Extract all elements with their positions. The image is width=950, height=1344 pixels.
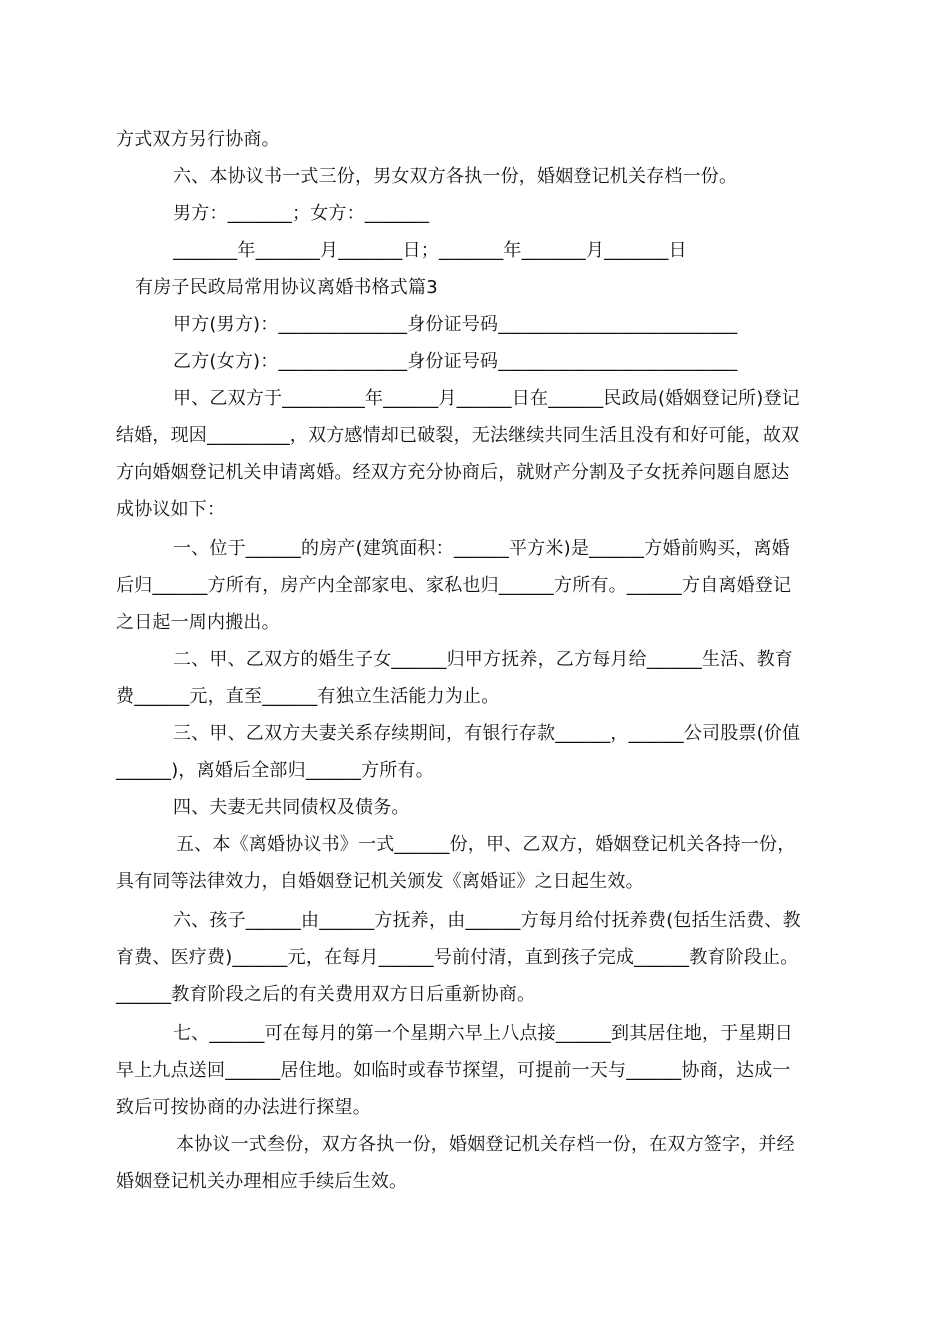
text-line: 费______元，直至______有独立生活能力为止。 xyxy=(116,686,500,707)
text-line: 六、孩子______由______方抚养，由______方每月给付抚养费(包括生活费、教 xyxy=(173,910,801,931)
text-line: 早上九点送回______居住地。如临时或春节探望，可提前一天与______协商，达成一 xyxy=(116,1060,791,1081)
text-line: 结婚，现因_________，双方感情却已破裂，无法继续共同生活且没有和好可能，故双 xyxy=(116,425,800,446)
text-line: 二、甲、乙双方的婚生子女______归甲方抚养，乙方每月给______生活、教育 xyxy=(173,649,793,670)
text-line: 方向婚姻登记机关申请离婚。经双方充分协商后，就财产分割及子女抚养问题自愿达 xyxy=(116,462,790,483)
text-line: 育费、医疗费)______元，在每月______号前付清，直到孩子完成______教育阶段止。 xyxy=(116,947,799,968)
text-line: 甲方(男方)：______________身份证号码__________________________ xyxy=(173,314,738,335)
text-line: 成协议如下： xyxy=(116,499,226,520)
section-heading: 有房子民政局常用协议离婚书格式篇3 xyxy=(135,277,438,298)
text-line: 男方：_______；女方：_______ xyxy=(173,203,430,224)
text-line: 方式双方另行协商。 xyxy=(116,129,280,150)
text-line: 婚姻登记机关办理相应手续后生效。 xyxy=(116,1171,408,1192)
text-line: 后归______方所有，房产内全部家电、家私也归______方所有。______方自离婚登记 xyxy=(116,575,792,596)
text-line: ______)，离婚后全部归______方所有。 xyxy=(116,760,434,781)
text-line: 五、本《离婚协议书》一式______份，甲、乙双方，婚姻登记机关各持一份， xyxy=(176,834,796,855)
text-line: 三、甲、乙双方夫妻关系存续期间，有银行存款______，______公司股票(价值 xyxy=(173,723,801,744)
text-line: ______教育阶段之后的有关费用双方日后重新协商。 xyxy=(116,984,536,1005)
text-line: 具有同等法律效力，自婚姻登记机关颁发《离婚证》之日起生效。 xyxy=(116,871,644,892)
text-line: 甲、乙双方于_________年______月______日在______民政局(婚姻登记所)登记 xyxy=(173,388,800,409)
text-line: 七、______可在每月的第一个星期六早上八点接______到其居住地，于星期日 xyxy=(173,1023,793,1044)
text-line: 六、本协议书一式三份，男女双方各执一份，婚姻登记机关存档一份。 xyxy=(173,166,738,187)
text-line: 致后可按协商的办法进行探望。 xyxy=(116,1097,371,1118)
text-line: 四、夫妻无共同债权及债务。 xyxy=(173,797,410,818)
text-line: 乙方(女方)：______________身份证号码__________________________ xyxy=(173,351,738,372)
text-line: 一、位于______的房产(建筑面积：______平方米)是______方婚前购买，离婚 xyxy=(173,538,790,559)
text-line: 本协议一式叁份，双方各执一份，婚姻登记机关存档一份，在双方签字，并经 xyxy=(176,1134,795,1155)
text-line: _______年_______月_______日；_______年_______月_______日 xyxy=(173,240,687,261)
text-line: 之日起一周内搬出。 xyxy=(116,612,280,633)
